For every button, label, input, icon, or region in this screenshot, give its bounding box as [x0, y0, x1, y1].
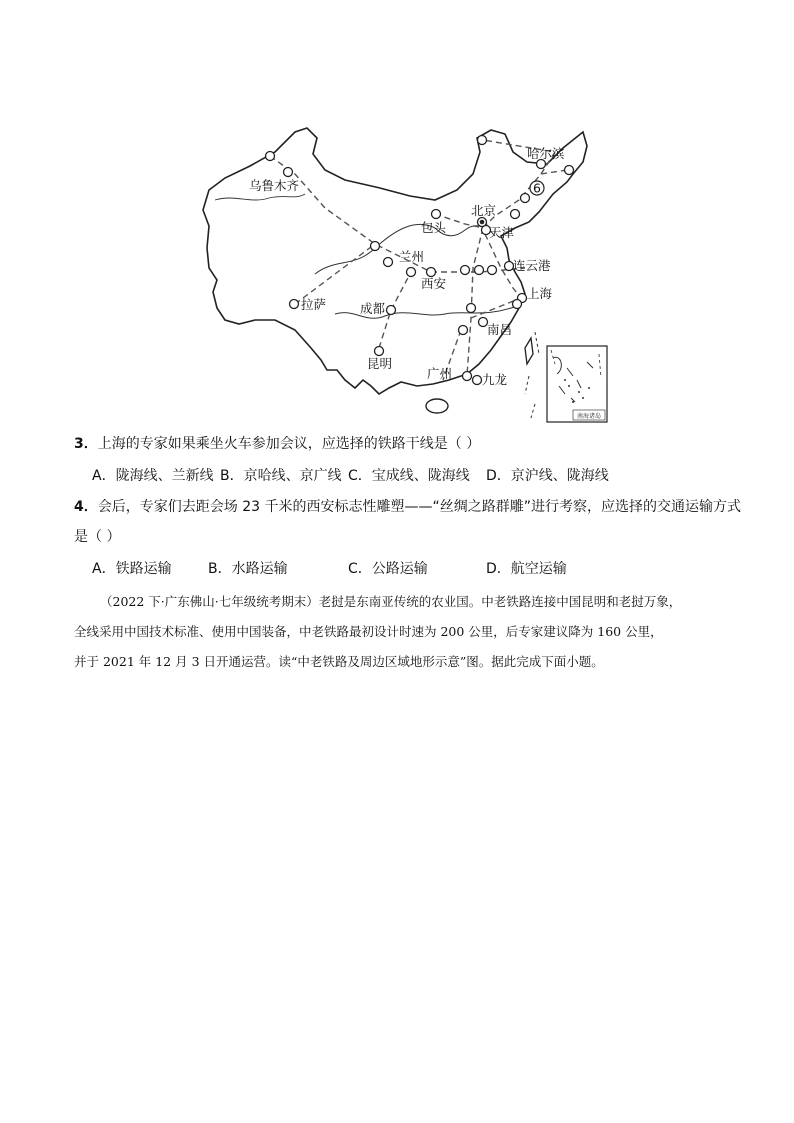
question-3-number: 3． — [74, 436, 98, 452]
q3-option-c[interactable]: C．宝成线、陇海线 — [348, 468, 470, 484]
q4-option-d[interactable]: D．航空运输 — [486, 561, 567, 577]
q3-option-b[interactable]: B．京哈线、京广线 — [220, 468, 342, 484]
question-4-text: 会后，专家们去距会场 23 千米的西安标志性雕塑——“丝绸之路群雕”进行考察，应选择的交通运输方式 — [97, 499, 741, 515]
label-chengdu: 成都 — [360, 301, 386, 316]
passage-line2: 全线采用中国技术标准、使用中国装备，中老铁路最初设计时速为 200 公里，后专家建议降为 160 公里， — [74, 624, 663, 639]
tarim-river — [215, 194, 305, 200]
label-xian: 西安 — [421, 276, 447, 291]
label-lianyungang: 连云港 — [513, 258, 551, 273]
label-nanchang: 南昌 — [487, 322, 513, 337]
china-railway-map — [195, 118, 615, 428]
question-4-number: 4． — [74, 499, 98, 515]
q3-option-d[interactable]: D．京沪线、陇海线 — [486, 468, 609, 484]
label-urumqi: 乌鲁木齐 — [249, 178, 300, 193]
q4-option-b[interactable]: B．水路运输 — [208, 561, 288, 577]
label-lanzhou: 兰州 — [399, 249, 425, 264]
label-baotou: 包头 — [421, 220, 447, 235]
south-china-sea-inset — [547, 346, 607, 422]
beijing-marker — [480, 220, 485, 225]
label-shanghai: 上海 — [527, 286, 553, 301]
q4-option-a[interactable]: A．铁路运输 — [92, 561, 172, 577]
passage-line3: 并于 2021 年 12 月 3 日开通运营。读“中老铁路及周边区域地形示意”图。据此完成下面小题。 — [74, 654, 604, 669]
label-harbin: 哈尔滨 — [527, 146, 565, 161]
q3-option-a[interactable]: A．陇海线、兰新线 — [92, 468, 214, 484]
marker-six-label: 6 — [533, 180, 541, 196]
hainan-island — [426, 399, 448, 413]
label-lhasa: 拉萨 — [301, 297, 327, 312]
question-3-text: 上海的专家如果乘坐火车参加会议，应选择的铁路干线是（ ） — [97, 436, 481, 452]
label-tianjin: 天津 — [489, 225, 515, 240]
label-guangzhou: 广州 — [427, 366, 453, 381]
question-4-line2: 是（ ） — [74, 529, 121, 545]
label-kunming: 昆明 — [367, 356, 393, 371]
question-3 — [74, 434, 480, 454]
q4-option-c[interactable]: C．公路运输 — [348, 561, 428, 577]
question-4-line1 — [74, 497, 741, 517]
taiwan-island — [525, 338, 533, 364]
label-beijing: 北京 — [471, 203, 497, 218]
passage-line1: （2022 下·广东佛山·七年级统考期末）老挝是东南亚传统的农业国。中老铁路连接中国昆明和老挝万象， — [100, 594, 682, 609]
label-kowloon: 九龙 — [482, 372, 508, 387]
inset-caption: 南海诸岛 — [576, 413, 602, 420]
